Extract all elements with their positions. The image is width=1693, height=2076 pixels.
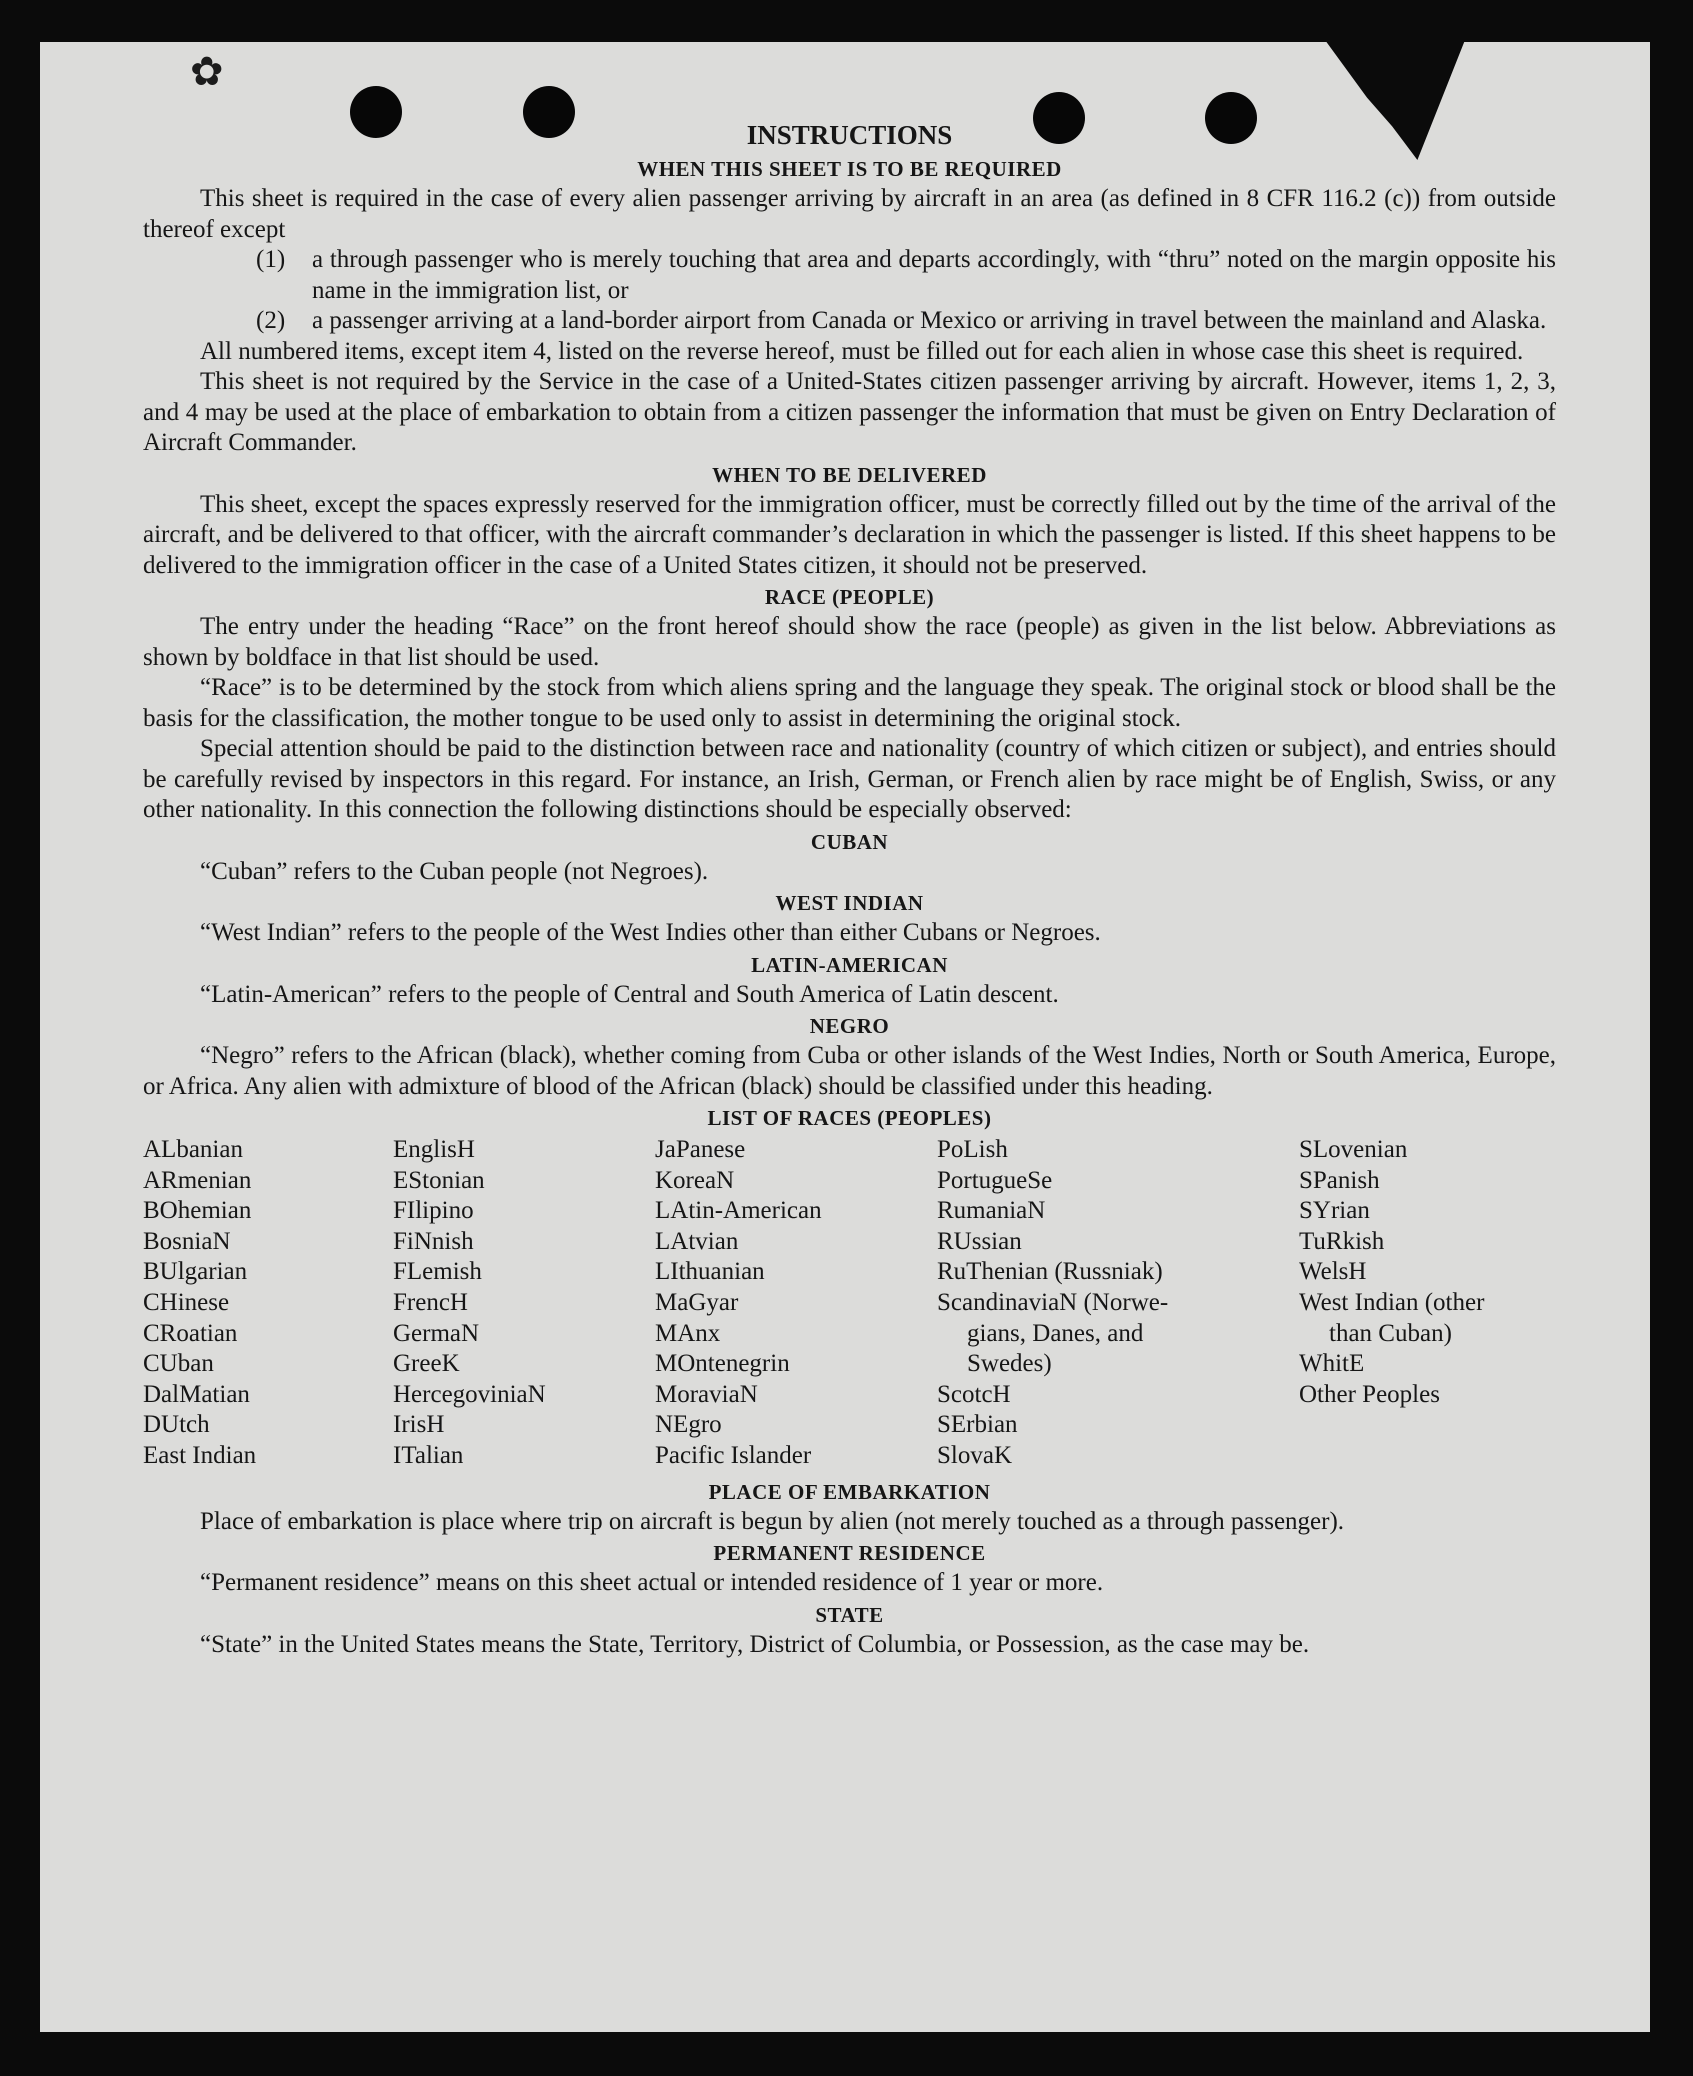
race-entry: JaPanese	[655, 1136, 746, 1163]
race-entry: LAtvian	[655, 1227, 739, 1255]
paragraph: This sheet is required in the case of every alien passenger arriving by aircraft in an area (as defined in 8 CFR 116.2 (c)) from outside thereof except	[143, 185, 1556, 243]
paragraph: Special attention should be paid to the distinction between race and nationality (country of which citizen or subject), and entries should be carefully revised by inspectors in this regard. For instance, an Irish, German, or French alien by race might be of English, Swiss, or any other nationality. In this connection the following distinctions should be especially observed:	[143, 735, 1556, 823]
heading-state: STATE	[815, 1602, 884, 1627]
race-entry: CUban	[143, 1350, 214, 1378]
paragraph: This sheet, except the spaces expressly reserved for the immigration officer, must be correctly filled out by the time of the arrival of the aircraft, and be delivered to that officer, with the aircraft commander’s declaration in which the passenger is listed. If this sheet happens to be delivered to the immigration officer in the case of a United States citizen, it should not be preserved.	[143, 490, 1556, 579]
heading-when-delivered: WHEN TO BE DELIVERED	[712, 462, 987, 487]
paragraph: “Negro” refers to the African (black), whether coming from Cuba or other islands of the West Indies, North or South America, Europe, or Africa. Any alien with admixture of blood of the African (black) should be classified under this heading.	[143, 1042, 1556, 1100]
list-item	[143, 245, 1556, 306]
race-entry: RuThenian (Russniak)	[937, 1258, 1163, 1286]
race-entry: ITalian	[393, 1441, 464, 1469]
race-entry: RUssian	[937, 1227, 1022, 1255]
race-entry: EStonian	[393, 1166, 485, 1194]
race-entry: West Indian (other	[1299, 1288, 1485, 1316]
race-entry: PortugueSe	[937, 1166, 1053, 1194]
paragraph: “Permanent residence” means on this sheet actual or intended residence of 1 year or more.	[200, 1569, 1104, 1597]
race-entry: PoLish	[937, 1136, 1008, 1163]
heading-race: RACE (PEOPLE)	[764, 585, 935, 609]
race-entry: MaGyar	[655, 1288, 739, 1316]
race-entry: BOhemian	[143, 1197, 252, 1225]
paragraph: Place of embarkation is place where trip on aircraft is begun by alien (not merely touched as a through passenger).	[200, 1507, 1345, 1535]
paragraph: “Race” is to be determined by the stock from which aliens spring and the language they speak. The original stock or blood shall be the basis for the classification, the mother tongue to be used only to assist in determining the original stock.	[143, 674, 1556, 732]
race-entry: ScotcH	[937, 1380, 1011, 1408]
paragraph: “West Indian” refers to the people of the West Indies other than either Cubans or Negroes.	[200, 919, 1101, 946]
heading-latin-american: LATIN-AMERICAN	[751, 952, 948, 977]
race-entry: SYrian	[1299, 1197, 1370, 1225]
races-column	[1299, 1135, 1556, 1472]
heading-place-of-embarkation: PLACE OF EMBARKATION	[708, 1479, 991, 1504]
race-entry: FIlipino	[393, 1197, 474, 1225]
race-entry: TuRkish	[1299, 1227, 1385, 1255]
race-entry: MoraviaN	[655, 1380, 758, 1408]
paragraph: All numbered items, except item 4, listed on the reverse hereof, must be filled out for each alien in whose case this sheet is required.	[200, 337, 1524, 365]
race-entry: WhitE	[1299, 1350, 1365, 1378]
paragraph: This sheet is not required by the Service in the case of a United-States citizen passenger arriving by aircraft. However, items 1, 2, 3, and 4 may be used at the place of embarkation to obtain from a citizen passenger the information that must be given on Entry Declaration of Aircraft Commander.	[143, 368, 1556, 456]
page-title: INSTRUCTIONS	[746, 120, 953, 150]
race-entry-continued: Swedes)	[967, 1350, 1052, 1378]
heading-permanent-residence: PERMANENT RESIDENCE	[713, 1541, 986, 1566]
list-item	[143, 306, 1556, 337]
race-entry: WelsH	[1299, 1258, 1367, 1286]
race-entry: MOntenegrin	[655, 1350, 790, 1378]
race-entry: BosniaN	[143, 1227, 231, 1255]
race-entry: GreeK	[393, 1350, 460, 1378]
race-entry: LIthuanian	[655, 1258, 765, 1286]
race-entry: FrencH	[393, 1288, 468, 1316]
race-entry: CHinese	[143, 1288, 230, 1316]
race-entry: MAnx	[655, 1319, 721, 1347]
race-entry: DUtch	[143, 1411, 210, 1439]
race-entry: CRoatian	[143, 1319, 238, 1347]
heading-west-indian: WEST INDIAN	[775, 891, 924, 915]
paragraph: The entry under the heading “Race” on the front hereof should show the race (people) as given in the list below. Abbreviations as shown by boldface in that list should be used.	[143, 613, 1556, 671]
races-column	[393, 1135, 655, 1472]
heading-cuban: CUBAN	[810, 829, 889, 854]
race-entry: IrisH	[393, 1411, 445, 1439]
race-entry: BUlgarian	[143, 1258, 248, 1286]
race-entry: ScandinaviaN (Norwe-	[937, 1288, 1169, 1316]
item-text: a passenger arriving at a land-border airport from Canada or Mexico or arriving in travel between the mainland and Alaska.	[312, 307, 1547, 334]
races-column	[655, 1135, 937, 1472]
race-entry: HercegoviniaN	[393, 1380, 546, 1408]
races-column	[937, 1135, 1299, 1472]
item-text: a through passenger who is merely touching that area and departs accordingly, with “thru” noted on the margin opposite his name in the immigration list, or	[312, 246, 1556, 304]
race-entry-continued: than Cuban)	[1329, 1319, 1452, 1347]
race-entry: SlovaK	[937, 1441, 1012, 1469]
race-entry: KoreaN	[655, 1166, 735, 1194]
race-entry: ALbanian	[143, 1136, 243, 1163]
races-column	[143, 1135, 393, 1472]
race-entry: SPanish	[1299, 1166, 1380, 1194]
races-list	[143, 1135, 1556, 1472]
race-entry: SErbian	[937, 1411, 1018, 1439]
instructions-body	[143, 120, 1556, 1660]
race-entry: FiNnish	[393, 1227, 474, 1255]
paragraph: “Latin-American” refers to the people of Central and South America of Latin descent.	[200, 980, 1059, 1008]
race-entry: ARmenian	[143, 1166, 252, 1194]
ink-smudge: ✿	[190, 49, 224, 94]
race-entry: Pacific Islander	[655, 1441, 812, 1469]
heading-negro: NEGRO	[809, 1014, 890, 1038]
paragraph: “Cuban” refers to the Cuban people (not Negroes).	[200, 857, 709, 885]
item-number: (1)	[256, 246, 286, 273]
race-entry: LAtin-American	[655, 1197, 822, 1225]
race-entry: EnglisH	[393, 1136, 475, 1163]
race-entry: NEgro	[655, 1411, 722, 1439]
race-entry: RumaniaN	[937, 1197, 1046, 1225]
race-entry-continued: gians, Danes, and	[967, 1319, 1144, 1347]
race-entry: Other Peoples	[1299, 1380, 1440, 1408]
heading-list-of-races: LIST OF RACES (PEOPLES)	[707, 1106, 992, 1130]
race-entry: East Indian	[143, 1441, 257, 1469]
race-entry: SLovenian	[1299, 1136, 1408, 1163]
race-entry: FLemish	[393, 1258, 482, 1286]
paragraph: “State” in the United States means the State, Territory, District of Columbia, or Possession, as the case may be.	[200, 1630, 1310, 1658]
race-entry: DalMatian	[143, 1380, 250, 1408]
document-sheet	[40, 42, 1650, 2032]
race-entry: GermaN	[393, 1319, 480, 1347]
heading-when-required: WHEN THIS SHEET IS TO BE REQUIRED	[637, 157, 1062, 181]
item-number: (2)	[256, 307, 286, 334]
